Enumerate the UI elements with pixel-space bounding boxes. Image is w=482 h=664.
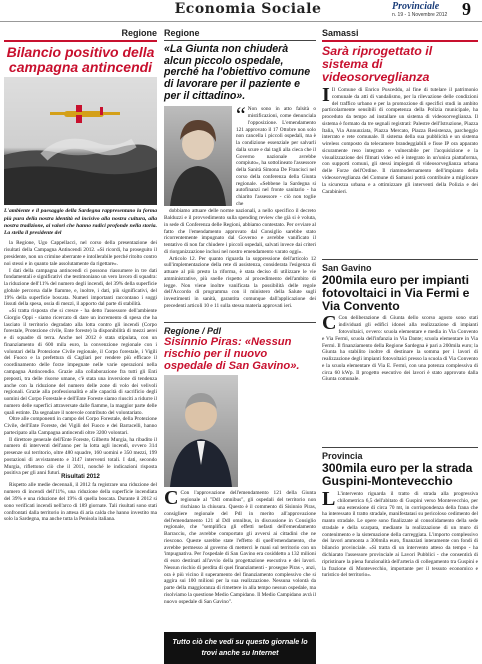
drop-cap: L bbox=[322, 488, 336, 511]
story-san-gavino bbox=[322, 312, 478, 443]
page-header bbox=[0, 0, 482, 22]
paragraph: Articolo 12. Per quanto riguarda la soppressione dell'articolo 12 sull'implementazione della rete di assistenza, considerata l'esigenza di attuare al più presto la riforma, è stata deciso di utilizzare le vie amministrative, più snelle rispetto al procedimento dell'ambito di legge. Non viene inoltre vanificata la possibilità delle regole dell'Accordo di programma con il ministero della Salute sugli investimenti in sanità, garantita comunque dall'applicazione dei precedenti articoli 10 e 11 sulla stessa materia approvati ieri. bbox=[164, 255, 316, 309]
portrait-illustration bbox=[164, 375, 238, 487]
web-banner: Tutto ciò che vedi su questo giornale lo trovi anche su Internet bbox=[164, 632, 316, 664]
lead-block bbox=[164, 102, 316, 207]
article-antincendi bbox=[4, 28, 157, 524]
plane-landscape-illustration bbox=[4, 77, 157, 205]
divider bbox=[322, 447, 478, 448]
paragraph: la Regione, Ugo Cappellacci, nel corso della presentazione dei risultati della Campagna Antincendi 2012. «Si ricordi, ha proseguito il presidente, non un crimine aberrante e intollerabile perché ritolto contro noi stessi e in quanto tale assolutamente da rigettare». bbox=[4, 240, 157, 267]
page-number: 9 bbox=[462, 0, 471, 19]
quote-mark-icon: “ bbox=[236, 102, 246, 128]
paragraph: dobbiamo attuare delle norme nazionali, a nello specifico il decreto Balduzzi e il provvedimento sulla spending review che già si è voluta, in sede di Conferenza delle Regioni, abbiamo contestato. Per ovviare al fatto che l'emendamento approvato dal Consiglio sarebbe stato ricorrentemente impugnato dal Governo e avrebbe vanificato il tentativo di non far chiudere i piccoli ospedali, salvati invece dai criteri di riorganizzazione inclusi nel nostro emendamento varato oggi». bbox=[164, 208, 316, 255]
divider bbox=[322, 259, 478, 260]
story-provincia bbox=[322, 488, 478, 611]
lead-paragraph: Non sono in atto falsità o mistificazioni, come denunciala l'opposizione. L'emendamento 121 approvato il 17 Ottobre non solo non cancella i piccoli ospedali, ma è la condizione essenziale per salvarli dalla scure e dai tagli alla cieca che il Governo nazionale avrebbe compiuto», ha sottolineato l'assessore della Sanità Simona De Francisci nel corso della conferenza della Giunta regionale. «Sebbene la Sardegna si autofinanzi nel fronte sanitario - ha chiarito l'assessore - ciò non toglie che bbox=[236, 106, 316, 207]
divider bbox=[4, 40, 157, 42]
lead-text bbox=[236, 102, 316, 207]
kicker-regione: Regione bbox=[121, 28, 157, 38]
story-paragraph: L'intervento riguarda il tratto di strada alla progressiva chilometrica 6,5 dell'abitato di Guspini verso Montevecchio, per una estensione di circa 70 mt, in corrispondenza della frana che ha interessato il tratto stradale, manifestatasi su pericoloso cedimento del manto stradale. Le opere sono finalizzate al consolidamento della sede stradale e della scarpata, mediante la realizzazione di un muro di contenimento e la sistemazione della carreggiata. L'importo complessivo dei lavori ammonta a 300mila euro, finanziati interamente con fondi di bilancio provinciale. «Si tratta di un intervento atteso da tempo - ha dichiarato l'assessore provinciale ai Lavori Pubblici - che consentirà di ripristinare la piena funzionalità dell'arteria di collegamento tra Guspini e la frazione di Montevecchio, importante per il tessuto economico e turistico del territorio». bbox=[322, 491, 478, 579]
kicker-san-gavino: San Gavino bbox=[322, 263, 372, 274]
divider bbox=[322, 40, 478, 42]
subhead-risultati: Risultati 2012 bbox=[61, 474, 100, 481]
photo-caption: L'ambiente e il paesaggio della Sardegna rappresentano la forma più pura della nostra identità ed incisivo alla nostra cultura, alla nostra tradizione, ai valori che hanno radici profonde nella storia. La stella il presidente del bbox=[4, 208, 157, 237]
headline-piras: Sisinnio Piras: «Nessun rischio per il nuovo ospedale di San Gavino». bbox=[164, 336, 300, 372]
article-samassi bbox=[322, 28, 478, 611]
article-body bbox=[164, 208, 316, 318]
article-closing bbox=[4, 482, 157, 524]
drop-cap: C bbox=[164, 487, 179, 510]
portrait-illustration bbox=[164, 106, 232, 206]
drop-cap: C bbox=[322, 312, 337, 335]
portrait-block bbox=[164, 375, 316, 487]
divider bbox=[164, 322, 316, 323]
story-samassi bbox=[322, 84, 478, 255]
divider bbox=[164, 40, 316, 41]
story-piras bbox=[164, 487, 316, 628]
section-title: Economia Sociale bbox=[174, 1, 322, 17]
paragraph: Oltre alle componenti in campo del Corpo Forestale, della Protezione Civile, dell'Ente Foreste, dei Vigili del Fuoco e dei Barracelli, hanno partecipato alla Campagna antincendi oltre 3200 volontari. bbox=[4, 416, 157, 436]
article-ospedali bbox=[164, 28, 316, 664]
headline-videosorveglianza: Sarà riprogettato il sistema di videosorveglianza bbox=[322, 44, 433, 85]
spacer bbox=[242, 375, 316, 487]
headline-antincendi: Bilancio positivo della campagna antincendi bbox=[6, 44, 155, 75]
headline-giunta: «La Giunta non chiuderà alcun piccolo ospedale, perché ha l'obiettivo comune di lavorare per il paziente e per il cittadino». bbox=[164, 43, 311, 102]
paragraph: Il direttore generale dell'Ente Foreste, Gilberto Murgia, ha ribadito il numero di interventi dell'anno per la lotta agli incendi, ovvero 314 presenze sul territorio, oltre 480 squadre, 160 uomini e 350 mezzi, 199 postazioni di avvistamento e 3147 interventi totali. I dati, secondo Murgia, riflettono ciò che il 2011, nonché le indicazioni risposta positiva per gli anni futuri. bbox=[4, 436, 157, 477]
headline-fotovoltaici: 200mila euro per impianti fotovoltaici in Via Fermi e Via Convento bbox=[322, 273, 470, 313]
masthead-logo: Provinciale bbox=[392, 1, 440, 12]
kicker-pdl: Regione / Pdl bbox=[164, 326, 222, 337]
article-body bbox=[4, 240, 157, 477]
story-paragraph: Con deliberazione di Giunta dello scorso agosto sono stati individuati gli edifici idonei alla realizzazione di impianti fotovoltaici, ovvero: scuola elementare e media in Via Convento e Via Fermi, scuola dell'infanzia in Via Dante; scuola elementare in Via Fermi. Il finanziamento della Regione Sardegna è pari a 200mila euro; la Giunta ha stabilito inoltre di destinare la somma per i lavori di realizzazione degli impianti fotovoltaici presso la scuola di Via Convento e la scuola elementare di Via E. Fermi, con una potenza complessiva di circa 60 kWp. Il progetto esecutivo dei lavori è stato approvato dalla Giunta comunale. bbox=[322, 315, 478, 383]
kicker-samassi: Samassi bbox=[322, 28, 359, 38]
photo-firefighting-plane bbox=[4, 77, 157, 205]
issue-date: n. 19 - 1 Novembre 2012 bbox=[392, 12, 448, 18]
kicker-provincia: Provincia bbox=[322, 451, 363, 462]
kicker-regione: Regione bbox=[164, 28, 200, 38]
headline-guspini: 300mila euro per la strada Guspini-Montevecchio bbox=[322, 461, 473, 489]
paragraph: «Si tratta risposta che si cresce - ha detto l'assessore dell'ambiente Giorgio Oppi - siamo ricercato di dare un incremento di spesa che ha lasciato il territorio degradato alla lotta contro gli incendi (Corpo forestale, Protezione civile, Ente foreste) la disponibilità di mezzi aerei e di squadre di terra. Anche nel 2012 è stata stipulata, con un finanziamento di 600 mila euro, la convenzione regionale con i volontari della Protezione Civile regionale, il Corpo forestale, i Vigili del Fuoco e la prefettura di Cagliari per rendere più efficace il coordinamento delle forze impegnate nelle varie operazioni nella campagna Antincendio. Grazie alla collaborazione fra tutti gli Enti preposti, tra delle risorse umane, c'è stata una inversione di tendenza anche con la riduzione del numero delle zone di volo dei velivoli regionali. Grazie alla professionalità e alle capacità di sacrificio degli uomini del Corpo Forestale e dell'Ente Foreste siamo riusciti a ridurre il numero delle superfici attraversate dalle fiamme, la maggior parte delle quali estinte. Da segnalare il notevole contributo del volontariato. bbox=[4, 308, 157, 416]
portrait-photo-piras bbox=[164, 375, 238, 487]
paragraph: I dati della campagna antincendi ci possono riassumere in tre dati fondamentali e significativi che testimoniano un vero lavoro di squadra: la riduzione dell'11% del numero degli incendi, del 39% della superficie globale percorsa dalle fiamme, e, inoltre, i dati, più significativi, del 19% della superficie boscata. Numeri importanti raccontano i soggi lissuti della spesa, ossia di mezzi, il apporto dal parte di stabilità. bbox=[4, 267, 157, 308]
story-paragraph: Con l'approvazione dell'emendamento 121 della Giunta regionale al "Ddl omnibus", gli ospedali del territorio non rischiano la chiusura. Questo è il commento di Sisinnio Piras, consigliere regionale del Pdl in merito all'approvazione dell'emendamento 121 al Ddl omnibus, in discussione in Consiglio regionale, che "semplifica gli effetti nefasti dell'emendamento Barracciu, che avrebbe comportato gli avversi ai cittadini che ne riescono. Queste sarebbe state l'effetto di quell'emendamento, che avrebbe permesso al governo di metterci le mani sul territorio con un 'impugnativa. Per l'ospedale di San Gavino era cosiddetto a 132 milioni di euro destinati all'avvio della progettazione esecutiva e dei lavori. Nessun rischio di perdita di quei finanziamenti - prosegue Piras -, anzi, ora è più vicino il superamento del finanziamento complessivo che si aggira sui 100 milioni per la sua realizzazione. Nessuna volontà da parte della maggioranza di rimettere in alla tempo nessun ospedale, ma risolviamo la questione Medio Campidano. Il Medio Campidano avrà il nuovo ospedale di San Gavino". bbox=[164, 490, 316, 605]
portrait-photo bbox=[164, 106, 232, 206]
paragraph: Rispetto alle medie decennali, il 2012 fa registrare una riduzione del numero di incendi dell'11%, una riduzione della superficie incendiata del 39% e una riduzione del 19% di quella boscata. Durante il 2012 si sono verificati incendi nell'arco di 189 giornate. Tali risultati sono stati confrontati dalla territorio in attesa di aria calda che hanno investito ma solo la Sardegna, ma anche tutta la Penisola italiana. bbox=[4, 482, 157, 523]
drop-cap: I bbox=[322, 84, 330, 107]
story-paragraph: Il Comune di Enrico Pusceddu, al fine di tutelare il patrimonio comunale da atti di vandalismo, per la rilevazione delle condizioni del traffico urbano e per la promozione di specifici studi in ambito particolarmente sensibili di competenza della Polizia municipale, ha proceduto da tempo ad installare un sistema di videosorveglianza. Il sistema è formato da tre segnali registrati: Palestre dell'Istruzione, Piazza Italia, Via Annunziata, Piazza Mercato, Piazza Resistenza, parcheggio interrato e rete comunale. Il sistema della sua pubblicità e un sistema wireless composto da telecamere brandeggiabili e fisse IP ora apparato sicuramente reso integrato e vulnerabile per l'acquisizione e la visualizzazione dei filmati video ed è integrato in un'unica piattaforma, con supporti comuni, gli stessi impiegati di videosorveglianza urbana delle Forze dell'Ordine. Il riammodernamento dell'impianto della videosorveglianza del Comune di Samassi potrà contribuire a migliorare la sicurezza urbana e a ottimizzare gli interventi della Polizia e dei Carabinieri. bbox=[322, 87, 478, 195]
